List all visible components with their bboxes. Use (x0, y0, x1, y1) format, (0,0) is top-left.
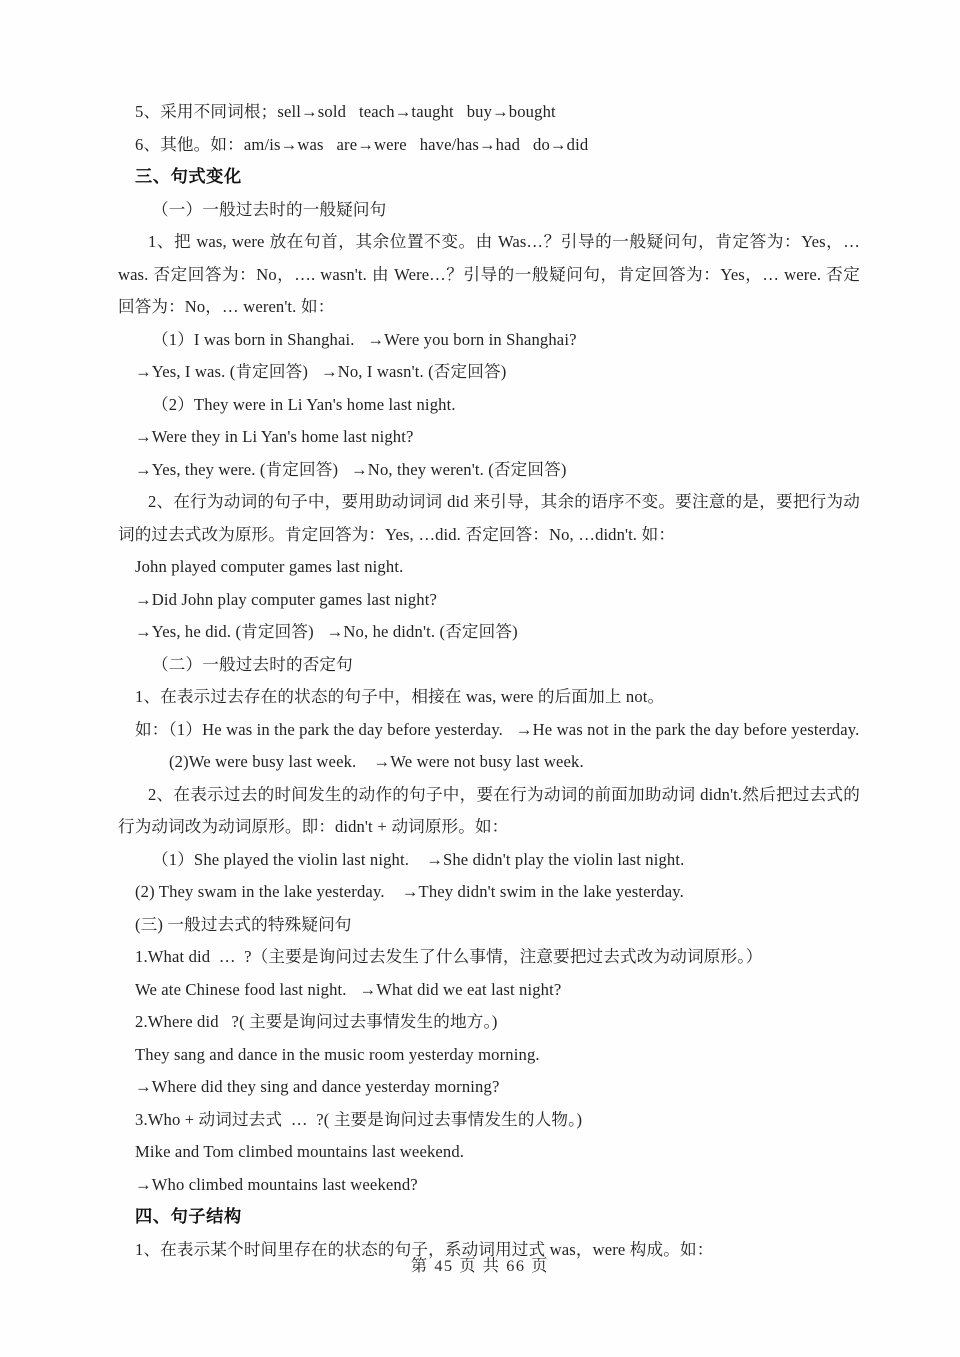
body-line: We ate Chinese food last night. →What did we eat last night? (135, 979, 562, 999)
body-line: 1.What did … ?（主要是询问过去发生了什么事情，注意要把过去式改为动词原形。） (135, 947, 763, 966)
body-line: →Yes, they were. (肯定回答) →No, they weren't. (否定回答) (135, 459, 567, 479)
body-line: They sang and dance in the music room yesterday morning. (135, 1044, 540, 1064)
body-line: 3.Who + 动词过去式 … ?( 主要是询问过去事情发生的人物。) (135, 1109, 583, 1129)
body-line: (2) They swam in the lake yesterday. →They didn't swim in the lake yesterday. (135, 882, 684, 901)
body-line: John played computer games last night. (135, 557, 404, 576)
body-line: 1、在表示过去存在的状态的句子中，相接在 was, were 的后面加上 not。 (135, 687, 665, 706)
body-line: (2)We were busy last week. →We were not busy last week. (169, 752, 584, 771)
body-line: 6、其他。如：am/is→was are→were have/has→had do→did (135, 134, 589, 154)
body-line: →Where did they sing and dance yesterday morning? (135, 1077, 500, 1096)
page-number-text: 第 45 页 共 66 页 (410, 1257, 550, 1275)
body-paragraph: 2、在行为动词的句子中，要用助动词词 did 来引导，其余的语序不变。要注意的是，要把行为动词的过去式改为原形。肯定回答为：Yes, …did. 否定回答：No, …didn't. 如： (118, 492, 860, 544)
body-line: （2）They were in Li Yan's home last night. (152, 394, 456, 414)
body-line: →Yes, he did. (肯定回答) →No, he didn't. (否定回答) (135, 622, 518, 641)
page-footer (0, 1252, 960, 1276)
body-line: （二）一般过去时的否定句 (152, 654, 353, 674)
body-line: Mike and Tom climbed mountains last weekend. (135, 1142, 465, 1161)
body-line: (三) 一般过去式的特殊疑问句 (135, 914, 352, 934)
section-heading: 四、句子结构 (135, 1207, 242, 1226)
body-line: →Did John play computer games last night? (135, 589, 438, 609)
body-line: （一）一般过去时的一般疑问句 (152, 199, 387, 219)
section-heading: 三、句式变化 (135, 167, 242, 186)
body-line: →Yes, I was. (肯定回答) →No, I wasn't. (否定回答) (135, 362, 507, 381)
body-line: （1）I was born in Shanghai. →Were you born in Shanghai? (152, 329, 577, 349)
body-line: →Who climbed mountains last weekend? (135, 1174, 418, 1194)
body-line: （1）She played the violin last night. →She didn't play the violin last night. (152, 849, 685, 869)
body-paragraph: 1、把 was, were 放在句首，其余位置不变。由 Was…？引导的一般疑问句，肯定答为：Yes，… was. 否定回答为：No，…. wasn't. 由 Were…？引导的一般疑问句，肯定回答为：Yes，… were. 否定回答为：No，… weren't. 如： (118, 232, 860, 316)
body-line: 如：（1）He was in the park the day before yesterday. →He was not in the park the day before yesterday. (135, 719, 860, 739)
body-line: 5、采用不同词根；sell→sold teach→taught buy→bought (135, 102, 556, 121)
body-line: 2.Where did ?( 主要是询问过去事情发生的地方。) (135, 1012, 498, 1031)
page-text-body (118, 96, 860, 1266)
body-line: 1、在表示某个时间里存在的状态的句子，系动词用过式 was，were 构成。如： (135, 1239, 714, 1259)
body-paragraph: 2、在表示过去的时间发生的动作的句子中，要在行为动词的前面加助动词 didn't.然后把过去式的行为动词改为动词原形。即：didn't + 动词原形。如： (118, 784, 860, 836)
body-line: →Were they in Li Yan's home last night? (135, 427, 414, 446)
